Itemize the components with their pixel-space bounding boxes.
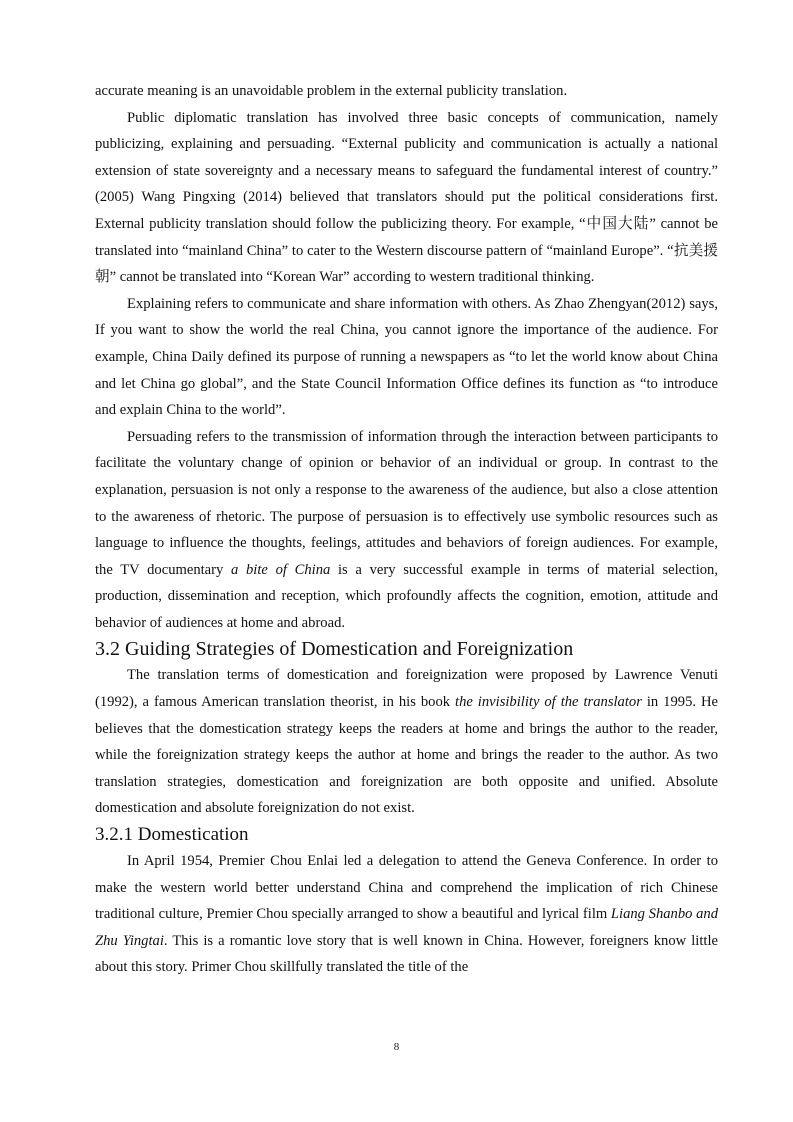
document-page — [95, 78, 718, 981]
text-run: . This is a romantic love story that is well known in China. However, foreigners know little about this story. Primer Chou skillfully translated the title of the — [95, 932, 718, 976]
text-run: is a very successful example in terms of material selection, production, dissemination and reception, which profoundly affects the cognition, emotion, attitude and behavior of audiences at home and abroad. — [95, 561, 718, 631]
text-run: The translation terms of domestication and foreignization were proposed by Lawrence Venuti (1992), a famous American translation theorist, in his book — [95, 667, 718, 711]
text-run: Persuading refers to the transmission of information through the interaction between participants to facilitate the voluntary change of opinion or behavior of an individual or group. In contrast to the explanation, persuasion is not only a response to the awareness of the audience, but also a close attention to the awareness of rhetoric. The purpose of persuasion is to effectively use symbolic resources such as language to influence the thoughts, feelings, attitudes and behaviors of foreign audiences. For example, the TV documentary — [95, 428, 718, 578]
paragraph-venuti — [95, 662, 718, 822]
paragraph-geneva — [95, 848, 718, 981]
paragraph-explaining: Explaining refers to communicate and share information with others. As Zhao Zhengyan(2012) says, If you want to show the world the real China, you cannot ignore the importance of the audience. For example, China Daily defined its purpose of running a newspapers as “to let the world know about China and let China go global”, and the State Council Information Office defines its function as “to introduce and explain China to the world”. — [95, 295, 718, 419]
italic-title: Liang Shanbo and Zhu Yingtai — [95, 906, 719, 949]
page-number: 8 — [393, 1041, 400, 1053]
section-heading-3-2: 3.2 Guiding Strategies of Domestication and Foreignization — [95, 638, 574, 661]
text-run: In April 1954, Premier Chou Enlai led a delegation to attend the Geneva Conference. In order to make the western world better understand China and comprehend the implication of rich Chinese traditional culture, Premier Chou specially arranged to show a beautiful and lyrical film — [95, 853, 718, 923]
paragraph-persuading — [95, 424, 718, 637]
section-heading-3-2-1: 3.2.1 Domestication — [95, 824, 249, 846]
text-run: in 1995. He believes that the domestication strategy keeps the readers at home and brings the author to the reader, while the foreignization strategy keeps the author at home and brings the reader to the author. As two translation strategies, domestication and foreignization are both opposite and unified. Absolute domestication and absolute foreignization do not exist. — [95, 694, 718, 817]
paragraph-public-diplomatic: Public diplomatic translation has involved three basic concepts of communication, namely publicizing, explaining and persuading. “External publicity and communication is actually a national extension of state sovereignty and a necessary means to safeguard the fundamental interest of country.” (2005) Wang Pingxing (2014) believed that translators should put the political considerations first. External publicity translation should follow the publicizing theory. For example, “中国大陆” cannot be translated into “mainland China” to cater to the Western discourse pattern of “mainland Europe”. “抗美援朝” cannot be translated into “Korean War” according to western traditional thinking. — [95, 109, 718, 286]
italic-title: the invisibility of the translator — [455, 694, 642, 711]
italic-title: a bite of China — [231, 561, 331, 578]
paragraph-continuation: accurate meaning is an unavoidable problem in the external publicity translation. — [95, 83, 568, 99]
